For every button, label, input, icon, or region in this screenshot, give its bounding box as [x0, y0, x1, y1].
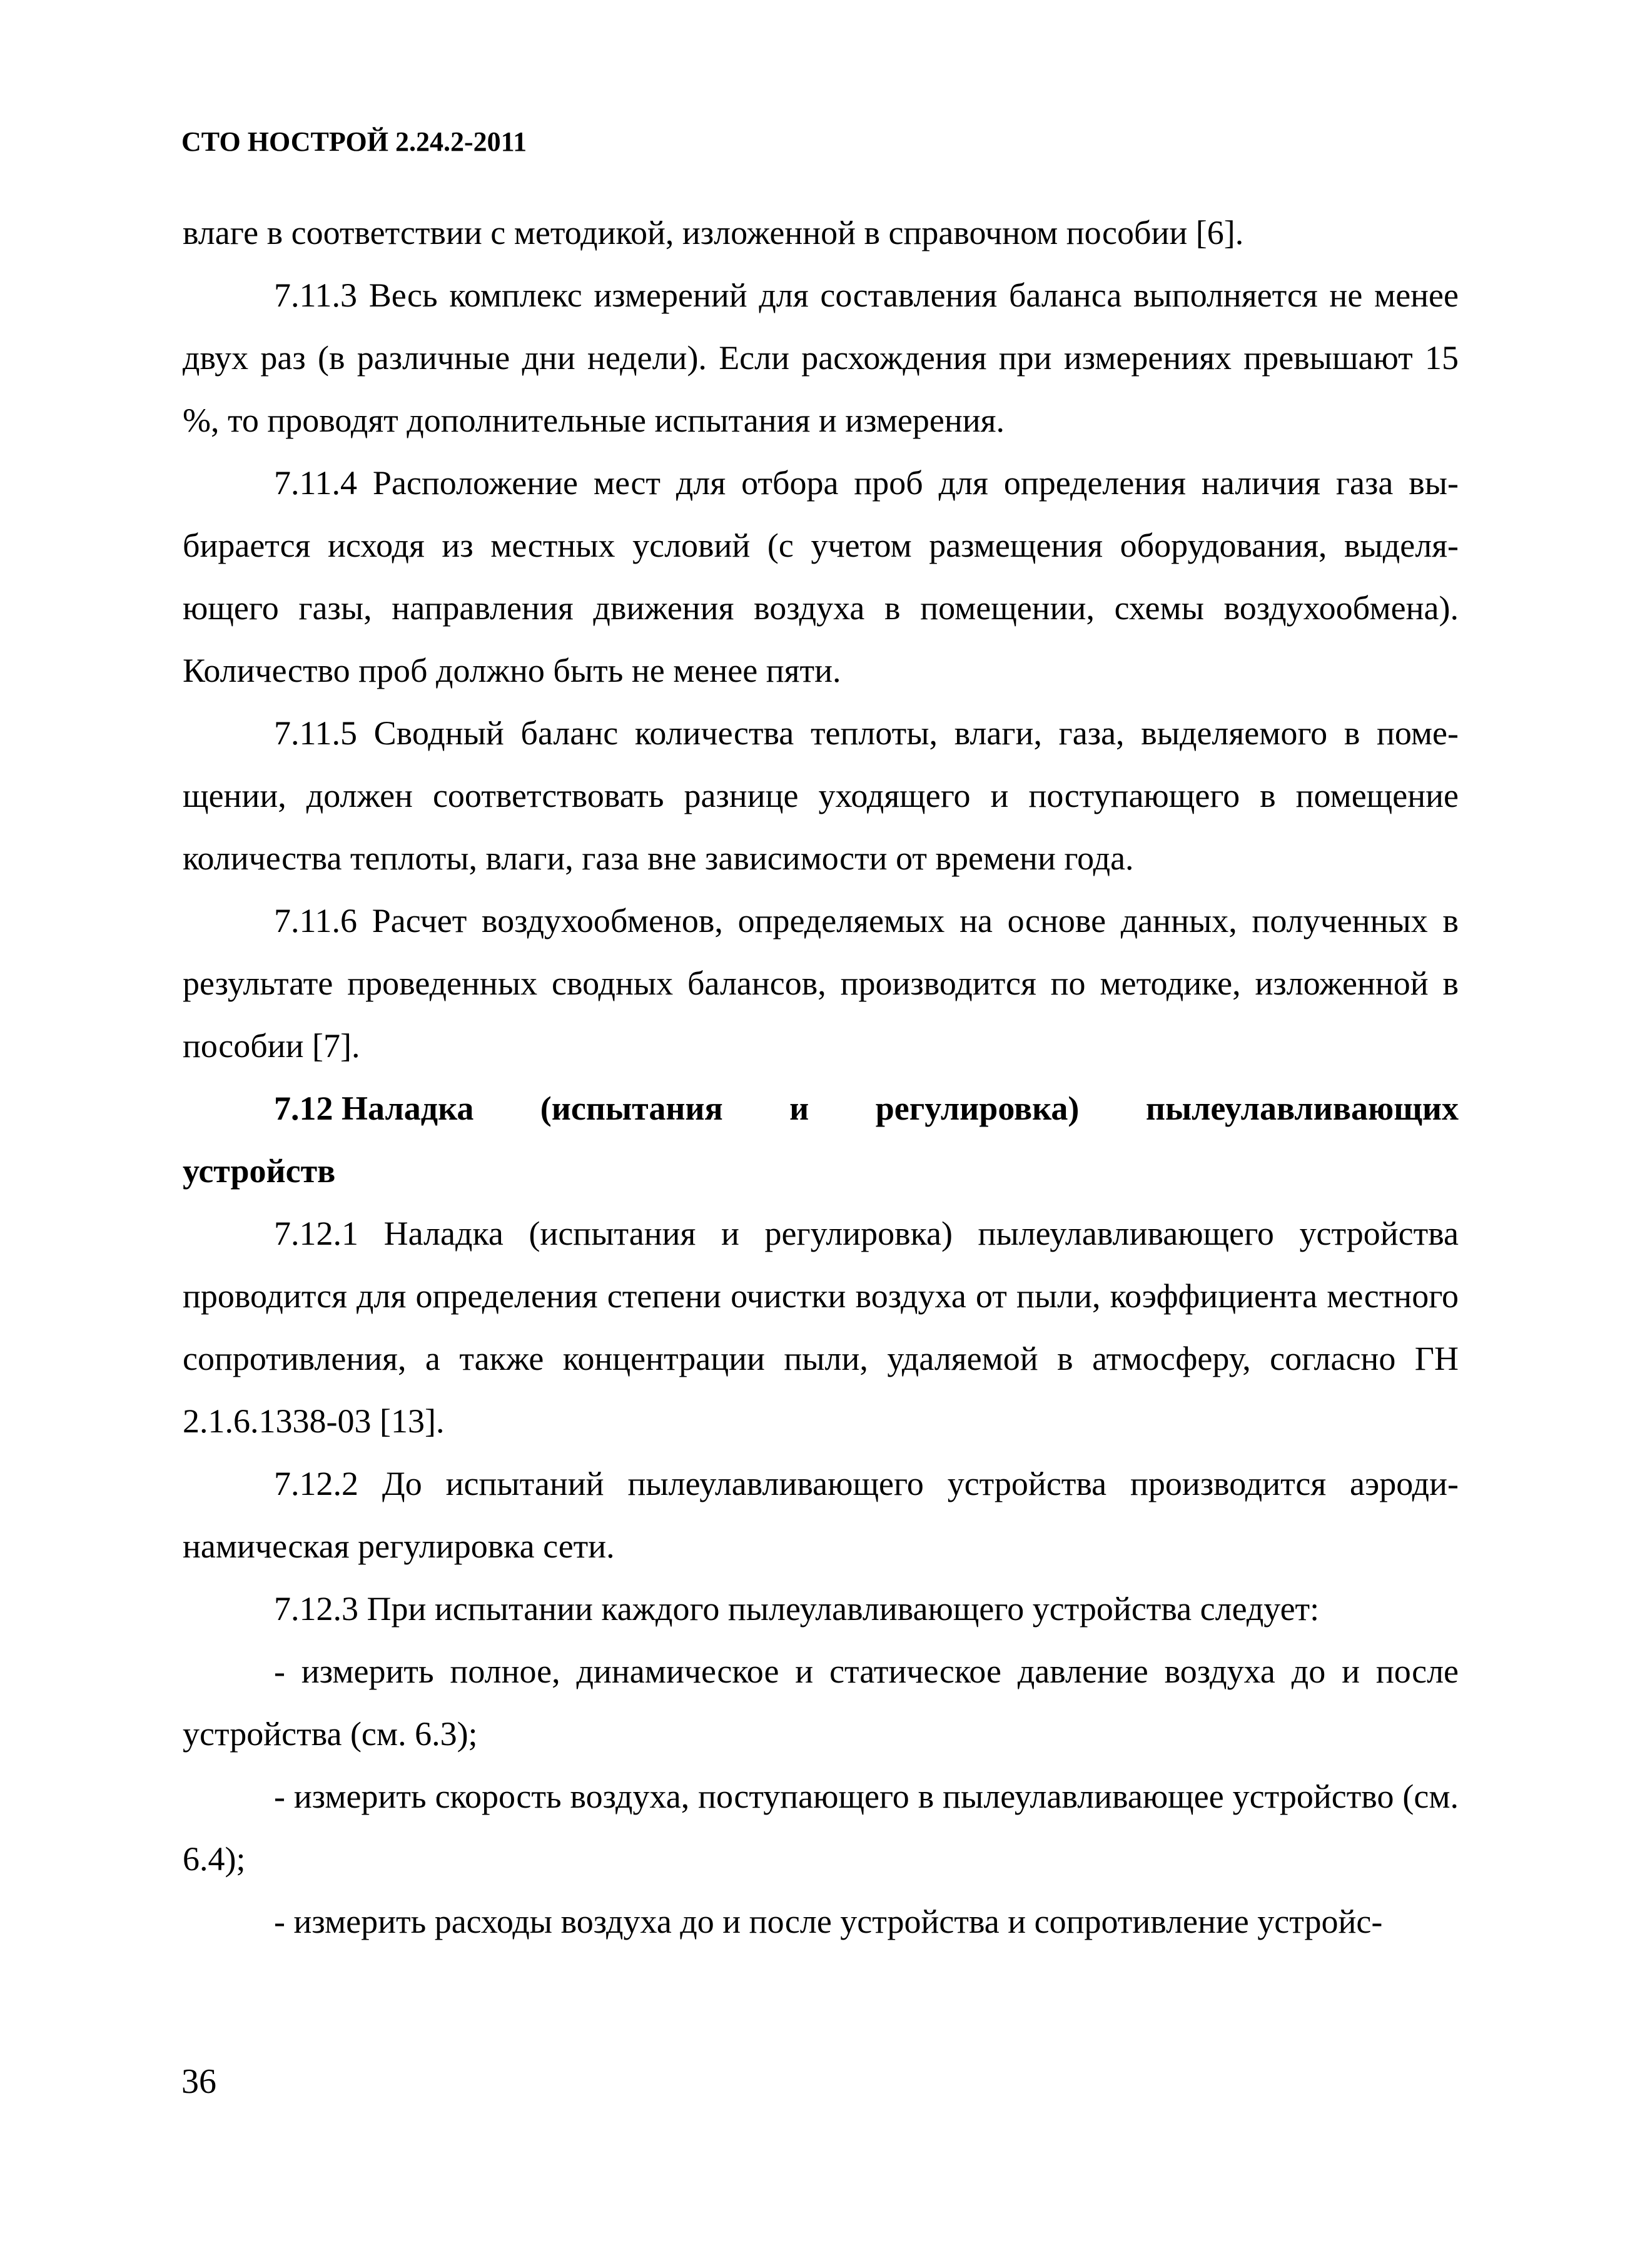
- paragraph-7-11-4: 7.11.4 Расположение мест для отбора проб для определения наличия газа выбирается исходя из местных условий (с учетом размещения оборудования, выделяющего газы, направления движения воздуха в помещении, схемы воздухообмена). Количество проб должно быть не менее пяти.: [183, 464, 1459, 689]
- paragraph-7-11-3: 7.11.3 Весь комплекс измерений для составления баланса выполняется не менее двух раз (в различные дни недели). Если расхождения при измерениях превышают 15 %, то проводят дополнительные испытания и измерения.: [183, 276, 1459, 439]
- page-number: 36: [181, 2062, 216, 2101]
- paragraph-7-11-6: 7.11.6 Расчет воздухообменов, определяемых на основе данных, полученных в результате проведенных сводных балансов, производится по методике, изложенной в пособии [7].: [183, 902, 1459, 1065]
- document-header: СТО НОСТРОЙ 2.24.2-2011: [181, 126, 527, 157]
- list-item: - измерить полное, динамическое и статическое давление воздуха до и после устройства (см. 6.3);: [183, 1653, 1459, 1753]
- paragraph-7-12-2: 7.12.2 До испытаний пылеулавливающего устройства производится аэродинамическая регулировка сети.: [183, 1465, 1459, 1565]
- section-heading-7-12: [183, 1077, 1459, 1202]
- list-item: - измерить расходы воздуха до и после устройства и сопротивление устройс-: [274, 1903, 1383, 1940]
- document-body: [183, 201, 1459, 1953]
- paragraph-7-12-3: 7.12.3 При испытании каждого пылеулавливающего устройства следует:: [274, 1590, 1320, 1628]
- heading-word: и: [789, 1090, 809, 1127]
- paragraph-continuation: влаге в соответствии с методикой, изложенной в справочном пособии [6].: [183, 214, 1244, 251]
- paragraph-7-11-5: 7.11.5 Сводный баланс количества теплоты, влаги, газа, выделяемого в помещении, должен соответствовать разнице уходящего и поступающего в помещение количества теплоты, влаги, газа вне зависимости от времени года.: [183, 714, 1459, 877]
- list-item: - измерить скорость воздуха, поступающего в пылеулавливающее устройство (см. 6.4);: [183, 1778, 1459, 1878]
- paragraph-7-12-1: 7.12.1 Наладка (испытания и регулировка) пылеулавливающего устройства проводится для определения степени очистки воздуха от пыли, коэффициента местного сопротивления, а также концентрации пыли, удаляемой в атмосферу, согласно ГН 2.1.6.1338-03 [13].: [183, 1215, 1459, 1440]
- heading-line-2: устройств: [183, 1152, 336, 1190]
- heading-word: пылеулавливающих: [1145, 1090, 1459, 1127]
- heading-word: регулировка): [875, 1090, 1080, 1127]
- heading-word: (испытания: [540, 1090, 723, 1127]
- heading-word: 7.12 Наладка: [274, 1090, 474, 1127]
